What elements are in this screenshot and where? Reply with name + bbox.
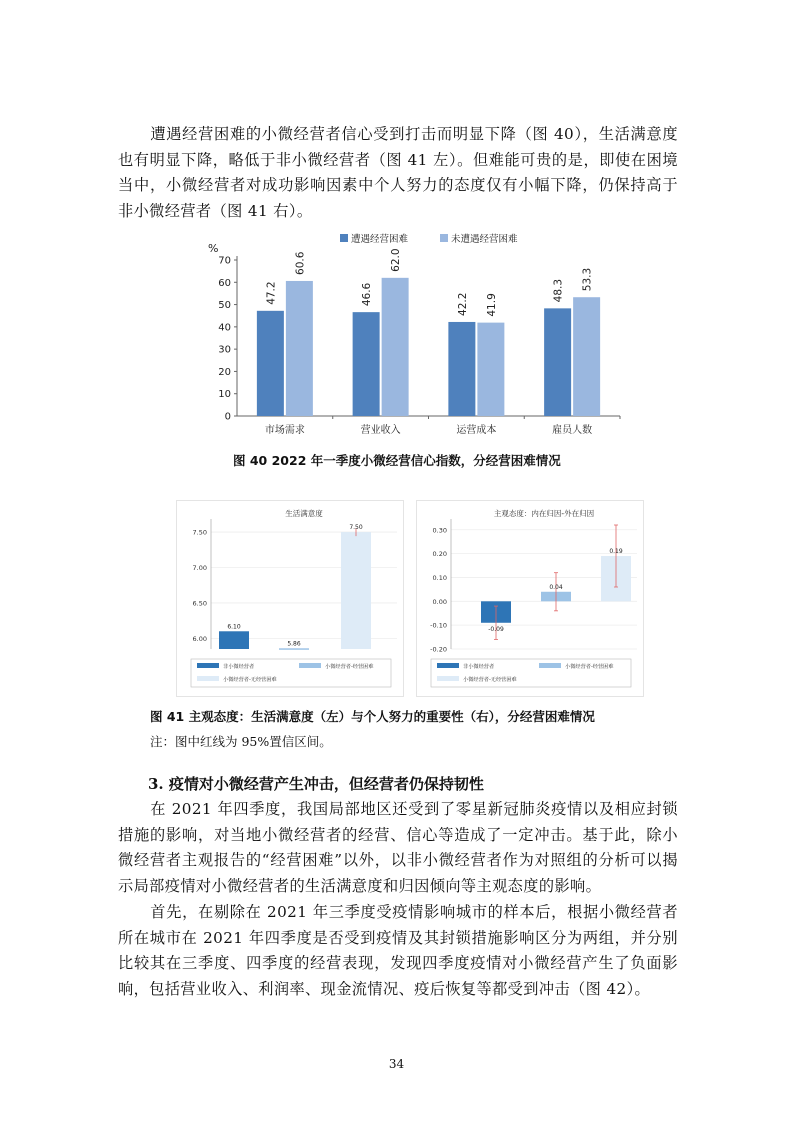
x-tick-label: 运营成本: [456, 425, 497, 436]
data-label: 42.2: [456, 292, 469, 316]
y-tick-label: 6.50: [192, 599, 207, 608]
y-tick-label: 10: [218, 389, 231, 401]
data-label: 7.50: [349, 524, 363, 532]
page-number: 34: [388, 1057, 405, 1071]
y-tick-label: 0.00: [432, 597, 447, 606]
legend-label-3: 小微经营者-无经营困难: [223, 677, 277, 683]
y-tick-label: 0: [224, 411, 231, 423]
y-tick-label: 7.00: [192, 564, 207, 573]
y-tick-label: 6.00: [192, 634, 207, 643]
figure-41-right-chart: [417, 501, 643, 696]
legend-label-1: 非小微经营者: [463, 664, 495, 670]
y-tick-label: 0.20: [432, 550, 447, 559]
data-label: 0.04: [549, 583, 563, 591]
panel-title: 主观态度：内在归因-外在归因: [493, 509, 595, 518]
legend-label-2: 小微经营者-经营困难: [565, 664, 614, 670]
y-tick-label: 40: [218, 322, 231, 334]
data-label: 41.9: [485, 293, 498, 317]
y-tick-label: 20: [218, 366, 231, 378]
y-tick-label: 70: [218, 255, 231, 267]
data-label: 6.10: [227, 623, 241, 631]
bar-2-1: [286, 281, 313, 416]
bar-1-3: [448, 322, 475, 416]
bar-3: [341, 532, 371, 649]
data-label: 46.6: [361, 282, 374, 307]
figure-41-left-panel: [176, 500, 404, 697]
legend-swatch-1: [437, 663, 459, 668]
bar-2-2: [382, 278, 409, 416]
bar-2-3: [477, 323, 504, 416]
legend-label-3: 小微经营者-无经营困难: [463, 677, 517, 683]
figure-40-caption: 图 40 2022 年一季度小微经营信心指数，分经营困难情况: [233, 453, 561, 468]
data-label: 53.3: [581, 267, 594, 292]
legend-swatch-2: [440, 234, 448, 242]
legend-swatch-1: [340, 234, 348, 242]
y-tick-label: -0.10: [430, 621, 447, 630]
legend-label-2: 小微经营者-经营困难: [325, 664, 374, 670]
panel-title: 生活满意度: [285, 509, 323, 518]
data-label: 5.86: [287, 640, 301, 648]
legend-label-1: 非小微经营者: [223, 664, 255, 670]
figure-41-caption: 图 41 主观态度：生活满意度（左）与个人努力的重要性（右），分经营困难情况: [150, 709, 595, 724]
section-heading: 3. 疫情对小微经营产生冲击，但经营者仍保持韧性: [148, 775, 484, 793]
bar-1-1: [257, 311, 284, 416]
y-tick-label: 0.10: [432, 573, 447, 582]
y-tick-label: 7.50: [192, 528, 207, 537]
data-label: 60.6: [294, 251, 307, 275]
x-tick-label: 营业收入: [360, 425, 401, 436]
data-label: 47.2: [265, 281, 278, 305]
data-label: 62.0: [390, 248, 403, 272]
figure-40-chart: [200, 226, 640, 444]
data-label: 48.3: [552, 278, 565, 303]
bar-2: [279, 648, 309, 650]
x-tick-label: 雇员人数: [552, 425, 593, 436]
paragraph-1: 遭遇经营困难的小微经营者信心受到打击而明显下降（图 40），生活满意度也有明显下降，略低于非小微经营者（图 41 左）。但难能可贵的是，即使在困境当中，小微经营者对成功影响因素中个人努力的态度仅有小幅下降，仍保持高于非小微经营者（图 41 右）。: [118, 125, 678, 220]
legend-swatch-2: [539, 663, 561, 668]
y-tick-label: 60: [218, 277, 231, 289]
paragraph-3: 首先，在剔除在 2021 年三季度受疫情影响城市的样本后，根据小微经营者所在城市在 2021 年四季度是否受到疫情及其封锁措施影响区分为两组，并分别比较其在三季度、四季度的经营表现，发现四季度疫情对小微经营产生了负面影响，包括营业收入、利润率、现金流情况、疫后恢复等都受到冲击（图 42）。: [118, 903, 678, 998]
legend-swatch-3: [197, 676, 219, 681]
y-unit-label: %: [208, 242, 219, 255]
bar-2-4: [573, 297, 600, 416]
figure-41-note: 注：图中红线为 95%置信区间。: [150, 734, 332, 749]
legend-swatch-1: [197, 663, 219, 668]
y-tick-label: 30: [218, 344, 231, 356]
y-tick-label: -0.20: [430, 645, 447, 654]
bar-1-2: [353, 312, 380, 416]
paragraph-2: 在 2021 年四季度，我国局部地区还受到了零星新冠肺炎疫情以及相应封锁措施的影响，对当地小微经营者的经营、信心等造成了一定冲击。基于此，除小微经营者主观报告的“经营困难”以外，以非小微经营者作为对照组的分析可以揭示局部疫情对小微经营者的生活满意度和归因倾向等主观态度的影响。: [118, 800, 678, 895]
bar-1: [219, 631, 249, 649]
data-label: 0.19: [609, 548, 623, 555]
figure-41-left-chart: [177, 501, 403, 696]
y-tick-label: 50: [218, 300, 231, 312]
y-tick-label: 0.30: [432, 526, 447, 535]
legend-label-1: 遭遇经营困难: [351, 234, 409, 245]
figure-41-right-panel: [416, 500, 644, 697]
x-tick-label: 市场需求: [264, 425, 305, 436]
data-label: -0.09: [488, 625, 504, 633]
legend-swatch-2: [299, 663, 321, 668]
bar-1-4: [544, 308, 571, 416]
legend-swatch-3: [437, 676, 459, 681]
legend-label-2: 未遭遇经营困难: [451, 234, 518, 245]
